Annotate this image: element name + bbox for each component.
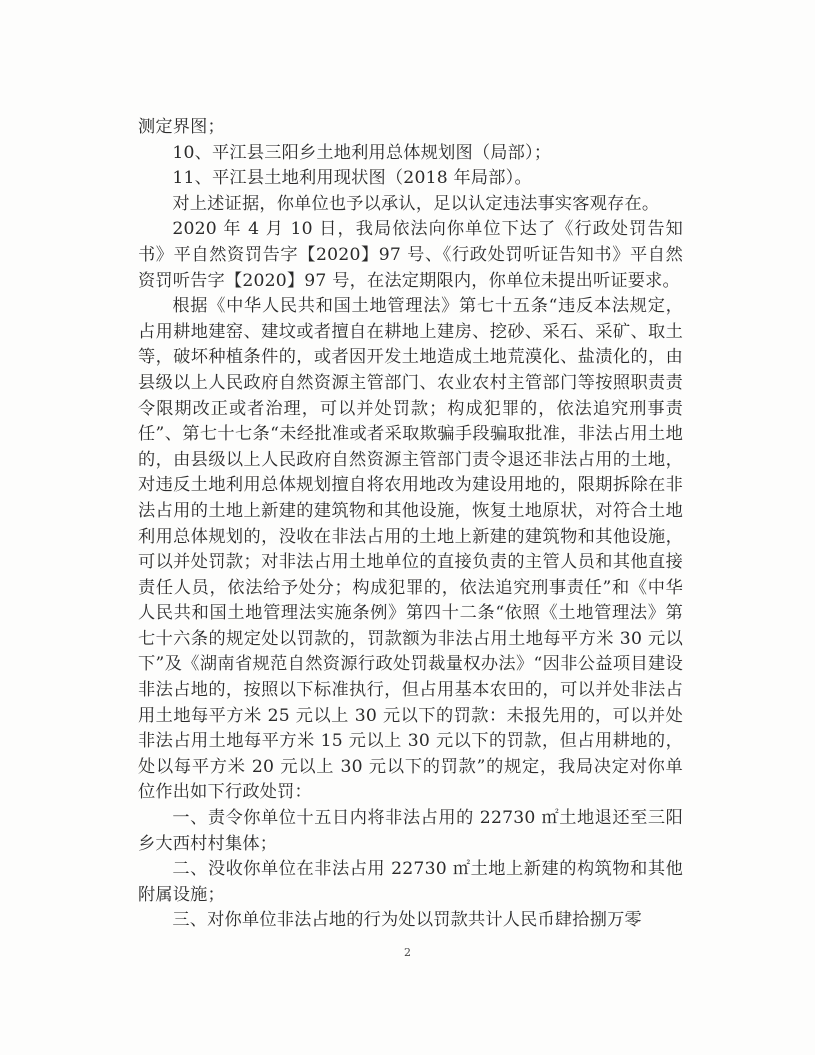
paragraph: 11、平江县土地利用现状图（2018 年局部）。 bbox=[172, 168, 532, 189]
paragraph: 测定界图； bbox=[138, 117, 225, 137]
paragraph: 二、没收你单位在非法占用 22730 ㎡土地上新建的构筑物和其他附属设施； bbox=[138, 859, 683, 905]
paragraph: 2020 年 4 月 10 日，我局依法向你单位下达了《行政处罚告知书》平自然资罚告字【2020】97 号、《行政处罚听证告知书》平自然资罚听告字【2020】97 号，在法定期限内，你单位未提出听证要求。 bbox=[138, 219, 683, 291]
paragraph: 一、责令你单位十五日内将非法占用的 22730 ㎡土地退还至三阳乡大西村村集体； bbox=[138, 808, 683, 854]
page-number: 2 bbox=[404, 946, 411, 959]
paragraph: 三、对你单位非法占地的行为处以罚款共计人民币肆拾捌万零 bbox=[172, 910, 642, 931]
paragraph: 10、平江县三阳乡土地利用总体规划图（局部）； bbox=[172, 142, 552, 163]
document-body bbox=[138, 115, 683, 934]
paragraph: 根据《中华人民共和国土地管理法》第七十五条“违反本法规定，占用耕地建窑、建坟或者擅自在耕地上建房、挖砂、采石、采矿、取土等，破坏种植条件的，或者因开发土地造成土地荒漠化、盐渍化的，由县级以上人民政府自然资源主管部门、农业农村主管部门等按照职责责令限期改正或者治理，可以并处罚款；构成犯罪的，依法追究刑事责任”、第七十七条“未经批准或者采取欺骗手段骗取批准，非法占用土地的，由县级以上人民政府自然资源主管部门责令退还非法占用的土地，对违反土地利用总体规划擅自将农用地改为建设用地的，限期拆除在非法占用的土地上新建的建筑物和其他设施，恢复土地原状，对符合土地利用总体规划的，没收在非法占用的土地上新建的建筑物和其他设施，可以并处罚款；对非法占用土地单位的直接负责的主管人员和其他直接责任人员，依法给予处分；构成犯罪的，依法追究刑事责任”和《中华人民共和国土地管理法实施条例》第四十二条“依照《土地管理法》第七十六条的规定处以罚款的，罚款额为非法占用土地每平方米 30 元以下”及《湖南省规范自然资源行政处罚裁量权办法》“因非公益项目建设非法占地的，按照以下标准执行，但占用基本农田的，可以并处非法占用土地每平方米 25 元以上 30 元以下的罚款：未报先用的，可以并处非法占用土地每平方米 15 元以上 30 元以下的罚款，但占用耕地的，处以每平方米 20 元以上 30 元以下的罚款”的规定，我局决定对你单位作出如下行政处罚： bbox=[138, 296, 683, 803]
paragraph: 对上述证据，你单位也予以承认，足以认定违法事实客观存在。 bbox=[172, 193, 660, 214]
